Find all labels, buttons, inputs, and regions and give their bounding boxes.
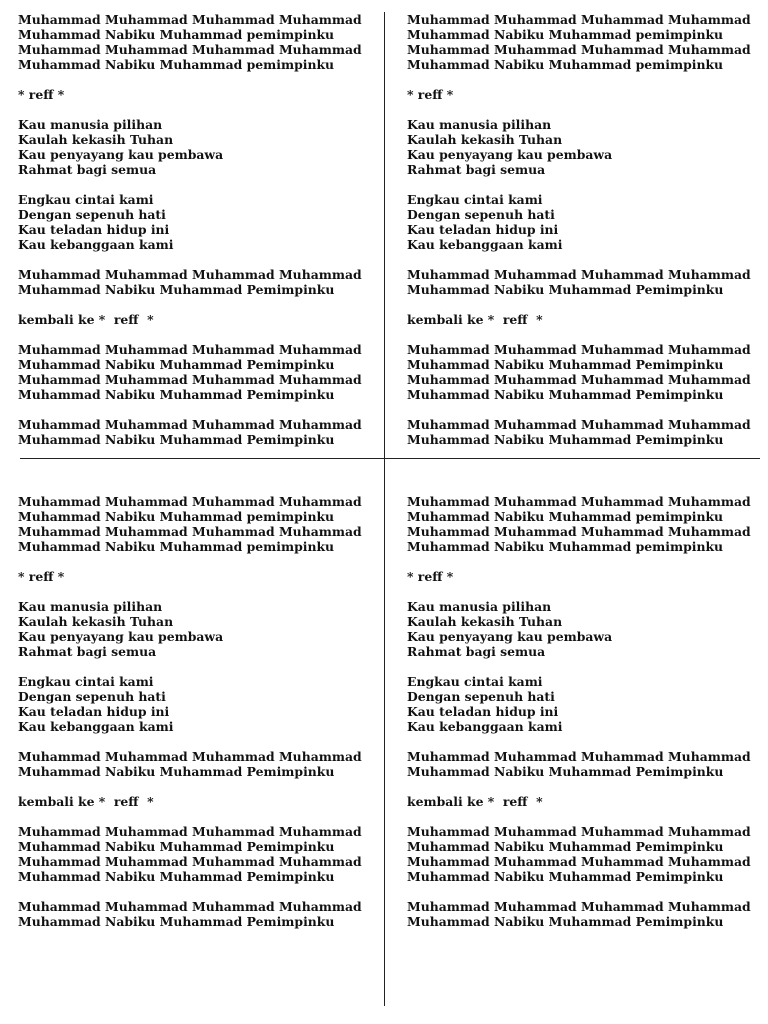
lyric-line: kembali ke * reff * [18,794,154,809]
lyric-stanza [18,12,378,72]
lyric-stanza [407,192,767,252]
lyric-line: Muhammad Nabiku Muhammad Pemimpinku [18,839,335,854]
lyric-stanza [407,312,767,327]
lyric-line: Muhammad Muhammad Muhammad Muhammad [18,267,362,282]
lyric-stanza [18,312,378,327]
lyric-line: Muhammad Nabiku Muhammad pemimpinku [18,509,335,524]
lyric-line: Muhammad Nabiku Muhammad Pemimpinku [407,282,724,297]
lyric-line: Muhammad Muhammad Muhammad Muhammad [407,749,751,764]
lyric-line: * reff * [407,569,454,584]
lyric-line: Kau kebanggaan kami [407,719,563,734]
lyric-stanza [18,749,378,779]
lyric-line: Muhammad Muhammad Muhammad Muhammad [18,494,362,509]
lyric-stanza [18,267,378,297]
lyric-line: Muhammad Muhammad Muhammad Muhammad [407,42,751,57]
lyric-line: Muhammad Muhammad Muhammad Muhammad [18,524,362,539]
lyric-line: Muhammad Nabiku Muhammad pemimpinku [407,27,724,42]
lyric-stanza [18,417,378,447]
lyric-line: Muhammad Nabiku Muhammad Pemimpinku [407,387,724,402]
lyric-line: Muhammad Nabiku Muhammad Pemimpinku [407,432,724,447]
lyric-line: Dengan sepenuh hati [18,689,166,704]
lyric-line: * reff * [407,87,454,102]
lyric-stanza [18,674,378,734]
lyric-line: Kau teladan hidup ini [407,222,559,237]
lyric-line: Muhammad Nabiku Muhammad pemimpinku [18,539,335,554]
lyric-line: Muhammad Nabiku Muhammad pemimpinku [407,509,724,524]
lyrics-quadrant-bottom-left [18,494,378,944]
lyric-line: Kau penyayang kau pembawa [407,629,613,644]
lyric-line: Muhammad Muhammad Muhammad Muhammad [407,267,751,282]
lyric-line: Muhammad Muhammad Muhammad Muhammad [407,854,751,869]
lyric-line: Kau manusia pilihan [407,117,552,132]
lyric-stanza [407,494,767,554]
lyric-line: Muhammad Nabiku Muhammad pemimpinku [18,27,335,42]
lyric-line: * reff * [18,87,65,102]
lyric-line: Kau penyayang kau pembawa [18,629,224,644]
lyric-line: Muhammad Muhammad Muhammad Muhammad [407,12,751,27]
vertical-divider [384,12,385,1006]
lyric-line: Engkau cintai kami [18,674,154,689]
lyric-line: Muhammad Nabiku Muhammad Pemimpinku [18,764,335,779]
lyric-stanza [18,899,378,929]
lyric-stanza [407,342,767,402]
lyric-stanza [407,674,767,734]
lyric-line: Rahmat bagi semua [407,644,546,659]
lyric-line: Muhammad Muhammad Muhammad Muhammad [18,824,362,839]
lyric-line: Muhammad Muhammad Muhammad Muhammad [18,342,362,357]
lyric-line: Muhammad Muhammad Muhammad Muhammad [18,42,362,57]
lyric-line: Kaulah kekasih Tuhan [18,132,174,147]
lyric-line: * reff * [18,569,65,584]
lyric-line: Muhammad Muhammad Muhammad Muhammad [407,524,751,539]
lyric-line: Muhammad Muhammad Muhammad Muhammad [18,899,362,914]
lyric-line: Rahmat bagi semua [407,162,546,177]
lyric-line: Muhammad Muhammad Muhammad Muhammad [407,417,751,432]
lyrics-quadrant-top-left [18,12,378,462]
lyric-stanza [18,192,378,252]
lyric-stanza [407,417,767,447]
lyric-line: Muhammad Muhammad Muhammad Muhammad [18,12,362,27]
lyric-line: Muhammad Muhammad Muhammad Muhammad [18,372,362,387]
lyric-line: kembali ke * reff * [407,794,543,809]
lyric-line: Muhammad Muhammad Muhammad Muhammad [407,342,751,357]
lyric-stanza [407,824,767,884]
lyric-line: Kau kebanggaan kami [18,719,174,734]
lyric-line: Rahmat bagi semua [18,644,157,659]
lyrics-quadrant-top-right [407,12,767,462]
lyric-line: Muhammad Nabiku Muhammad pemimpinku [407,57,724,72]
lyric-line: Muhammad Nabiku Muhammad Pemimpinku [407,764,724,779]
lyric-stanza [407,569,767,584]
lyric-line: Kau manusia pilihan [407,599,552,614]
lyric-stanza [407,794,767,809]
lyric-stanza [18,824,378,884]
lyric-line: Muhammad Muhammad Muhammad Muhammad [407,372,751,387]
lyric-line: Kau penyayang kau pembawa [18,147,224,162]
lyric-stanza [18,342,378,402]
lyric-line: Muhammad Nabiku Muhammad Pemimpinku [18,357,335,372]
lyric-stanza [18,599,378,659]
lyric-line: Muhammad Nabiku Muhammad Pemimpinku [18,432,335,447]
lyric-line: Muhammad Nabiku Muhammad Pemimpinku [18,282,335,297]
lyric-line: Kau manusia pilihan [18,117,163,132]
lyric-line: Engkau cintai kami [18,192,154,207]
lyric-line: Muhammad Muhammad Muhammad Muhammad [407,824,751,839]
lyric-line: Rahmat bagi semua [18,162,157,177]
lyric-line: Muhammad Nabiku Muhammad Pemimpinku [18,869,335,884]
lyric-stanza [407,87,767,102]
lyric-line: Dengan sepenuh hati [18,207,166,222]
lyric-line: Kau teladan hidup ini [407,704,559,719]
lyric-line: Muhammad Nabiku Muhammad pemimpinku [18,57,335,72]
lyric-line: Dengan sepenuh hati [407,689,555,704]
lyric-line: Muhammad Muhammad Muhammad Muhammad [18,749,362,764]
lyric-stanza [18,494,378,554]
lyric-line: Kaulah kekasih Tuhan [407,132,563,147]
lyric-line: Muhammad Nabiku Muhammad pemimpinku [407,539,724,554]
lyric-line: Muhammad Muhammad Muhammad Muhammad [18,854,362,869]
lyric-line: Kaulah kekasih Tuhan [407,614,563,629]
lyric-stanza [18,569,378,584]
lyric-line: Muhammad Muhammad Muhammad Muhammad [407,494,751,509]
lyric-line: Kau manusia pilihan [18,599,163,614]
lyric-stanza [18,117,378,177]
lyric-line: Muhammad Muhammad Muhammad Muhammad [18,417,362,432]
lyric-stanza [407,12,767,72]
lyric-line: Kau penyayang kau pembawa [407,147,613,162]
lyrics-quadrant-bottom-right [407,494,767,944]
lyric-line: Muhammad Nabiku Muhammad Pemimpinku [407,357,724,372]
lyric-stanza [407,117,767,177]
lyric-stanza [18,87,378,102]
lyric-line: Muhammad Nabiku Muhammad Pemimpinku [407,839,724,854]
lyric-stanza [407,267,767,297]
lyric-line: Muhammad Nabiku Muhammad Pemimpinku [407,914,724,929]
lyric-line: Kau teladan hidup ini [18,704,170,719]
lyric-line: kembali ke * reff * [407,312,543,327]
lyric-line: Kau teladan hidup ini [18,222,170,237]
lyric-line: Kaulah kekasih Tuhan [18,614,174,629]
lyric-stanza [407,599,767,659]
lyric-line: Dengan sepenuh hati [407,207,555,222]
lyric-line: kembali ke * reff * [18,312,154,327]
lyric-line: Muhammad Nabiku Muhammad Pemimpinku [18,914,335,929]
lyric-line: Muhammad Nabiku Muhammad Pemimpinku [407,869,724,884]
lyric-line: Kau kebanggaan kami [407,237,563,252]
lyric-stanza [407,899,767,929]
lyric-line: Engkau cintai kami [407,192,543,207]
lyric-line: Muhammad Nabiku Muhammad Pemimpinku [18,387,335,402]
lyric-stanza [407,749,767,779]
lyric-line: Muhammad Muhammad Muhammad Muhammad [407,899,751,914]
lyric-stanza [18,794,378,809]
lyric-line: Engkau cintai kami [407,674,543,689]
lyric-line: Kau kebanggaan kami [18,237,174,252]
